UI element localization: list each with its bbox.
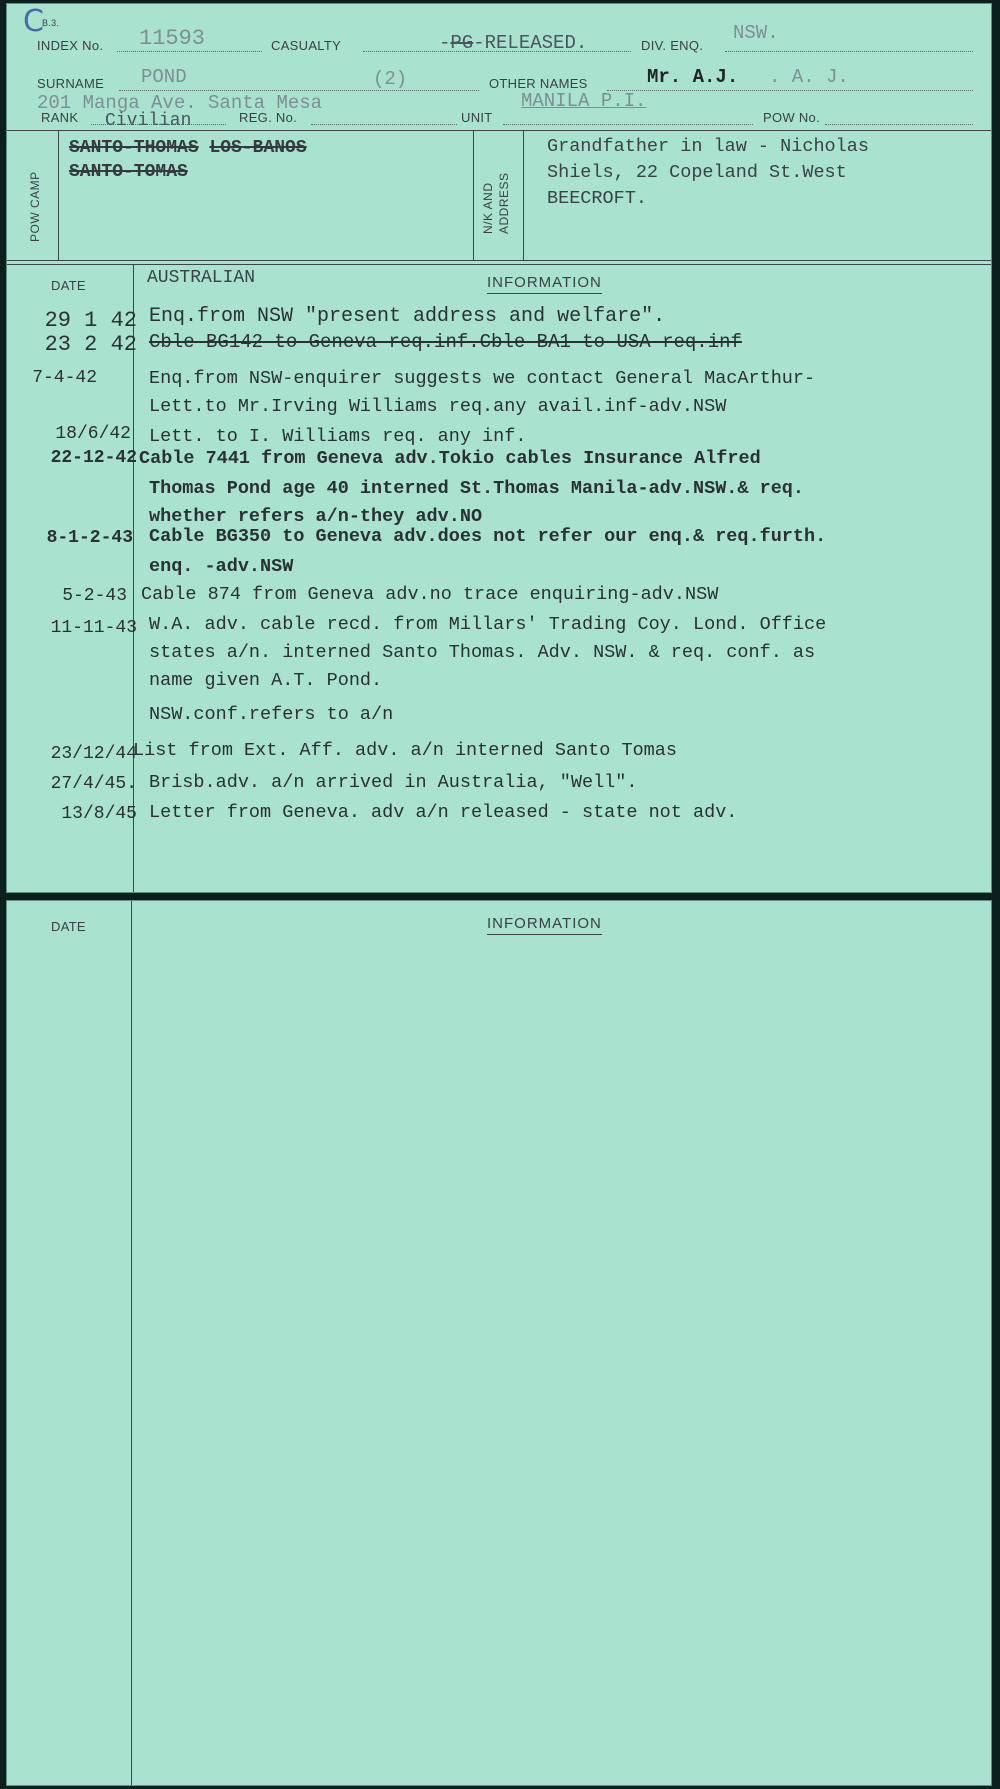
entry-line: Brisb.adv. a/n arrived in Australia, "Well". bbox=[149, 772, 638, 793]
entry-date: 29 1 42 bbox=[44, 308, 137, 333]
nk-divider-left bbox=[473, 130, 474, 260]
entry-line: W.A. adv. cable recd. from Millars' Trading Coy. Lond. Office bbox=[149, 614, 827, 635]
entry-date: 7-4-42 bbox=[32, 368, 97, 388]
pow-no-label: POW No. bbox=[763, 110, 820, 125]
surname-value: POND bbox=[141, 66, 187, 88]
pow-camp-value bbox=[69, 138, 307, 158]
entry-date: 18/6/42 bbox=[55, 424, 131, 444]
entry-line: states a/n. interned Santo Thomas. Adv. NSW. & req. conf. as bbox=[149, 642, 816, 663]
index-no-label: INDEX No. bbox=[37, 38, 104, 53]
other-names-faint: . A. J. bbox=[769, 66, 849, 88]
index-no-value: 11593 bbox=[139, 26, 206, 51]
rank-value: Civilian bbox=[105, 111, 192, 131]
entry-date: 22-12-42 bbox=[50, 448, 137, 468]
nk-address-line-3: BEECROFT. bbox=[547, 188, 647, 209]
info-prefix: AUSTRALIAN bbox=[147, 268, 256, 288]
divider-mid-1 bbox=[7, 260, 992, 261]
handwritten-mark: C bbox=[23, 4, 44, 39]
back-date-header: DATE bbox=[51, 919, 86, 934]
back-date-column-divider bbox=[131, 901, 132, 1786]
other-names-label: OTHER NAMES bbox=[489, 76, 588, 91]
entry-line: Enq.from NSW-enquirer suggests we contact General MacArthur- bbox=[149, 368, 816, 389]
entry-line: Cable BG350 to Geneva adv.does not refer our enq.& req.furth. bbox=[149, 526, 827, 547]
unit-label: UNIT bbox=[461, 110, 493, 125]
casualty-value: -PG-RELEASED. bbox=[439, 32, 588, 54]
entry-line: Thomas Pond age 40 interned St.Thomas Manila-adv.NSW.& req. bbox=[149, 478, 805, 499]
entry-date: 13/8/45 bbox=[61, 804, 137, 824]
rank-label: RANK bbox=[41, 110, 79, 125]
entry-line: enq. -adv.NSW bbox=[149, 556, 294, 577]
unit-line bbox=[503, 124, 753, 125]
nk-divider-right bbox=[523, 130, 524, 260]
div-enq-value: NSW. bbox=[733, 22, 779, 44]
nk-address-line-1: Grandfather in law - Nicholas bbox=[547, 136, 869, 157]
div-enq-line bbox=[725, 51, 973, 52]
reg-no-line bbox=[311, 124, 457, 125]
divider-top bbox=[7, 130, 992, 131]
entry-line: Letter from Geneva. adv a/n released - state not adv. bbox=[149, 802, 738, 823]
entry-line: Cable 874 from Geneva adv.no trace enquiring-adv.NSW bbox=[141, 584, 719, 605]
surname-line bbox=[119, 90, 479, 91]
reg-no-label: REG. No. bbox=[239, 110, 298, 125]
casualty-label: CASUALTY bbox=[271, 38, 342, 53]
record-card-front bbox=[6, 3, 992, 893]
other-names-line bbox=[607, 90, 973, 91]
entry-date: 11-11-43 bbox=[50, 618, 137, 638]
index-no-line bbox=[117, 51, 262, 52]
entry-date: 5-2-43 bbox=[62, 586, 127, 606]
entry-line: Cable 7441 from Geneva adv.Tokio cables Insurance Alfred bbox=[139, 448, 761, 469]
entry-line: List from Ext. Aff. adv. a/n interned Santo Tomas bbox=[133, 740, 677, 761]
other-names-value: Mr. A.J. bbox=[647, 66, 739, 88]
record-card-back bbox=[6, 900, 992, 1786]
stamp-code: B.3. bbox=[42, 18, 60, 28]
pow-camp-label: POW CAMP bbox=[28, 171, 42, 242]
entry-date: 8-1-2-43 bbox=[46, 528, 133, 548]
entry-line: Lett.to Mr.Irving Williams req.any avail.inf-adv.NSW bbox=[149, 396, 727, 417]
address-label: ADDRESS bbox=[497, 172, 511, 234]
information-header: INFORMATION bbox=[487, 274, 602, 294]
entry-line: whether refers a/n-they adv.NO bbox=[149, 506, 483, 527]
casualty-struck: PG bbox=[450, 32, 474, 54]
pow-no-line bbox=[825, 124, 973, 125]
pow-camp-santo-tomas: SANTO-TOMAS bbox=[69, 162, 188, 182]
entry-line: Cble BG142 to Geneva req.inf.Cble BA1 to USA req.inf bbox=[149, 331, 742, 353]
back-information-header: INFORMATION bbox=[487, 915, 602, 935]
entry-date: 23 2 42 bbox=[44, 332, 137, 357]
divider-mid-2 bbox=[7, 264, 992, 265]
pow-camp-santo-thomas: SANTO-THOMAS bbox=[69, 138, 199, 158]
nk-address-line-2: Shiels, 22 Copeland St.West bbox=[547, 162, 847, 183]
div-enq-label: DIV. ENQ. bbox=[641, 38, 704, 53]
pow-camp-los-banos: LOS-BANOS bbox=[209, 138, 307, 158]
entry-date: 23/12/44 bbox=[50, 744, 137, 764]
nk-address-value bbox=[547, 134, 869, 212]
address-line-value: 201 Manga Ave. Santa Mesa bbox=[37, 92, 323, 114]
entry-line: NSW.conf.refers to a/n bbox=[149, 704, 394, 725]
casualty-status: RELEASED. bbox=[484, 32, 588, 54]
entry-line: Lett. to I. Williams req. any inf. bbox=[149, 426, 527, 447]
nk-and-label: N/K AND bbox=[481, 182, 495, 234]
surname-label: SURNAME bbox=[37, 76, 105, 91]
entry-line: name given A.T. Pond. bbox=[149, 670, 383, 691]
date-header: DATE bbox=[51, 278, 86, 293]
entry-line: Enq.from NSW "present address and welfare". bbox=[149, 305, 666, 328]
surname-suffix: (2) bbox=[373, 68, 408, 90]
pow-camp-divider bbox=[58, 130, 59, 260]
entry-date: 27/4/45. bbox=[50, 774, 137, 794]
date-column-divider bbox=[133, 264, 134, 893]
unit-value: MANILA P.I. bbox=[521, 90, 647, 112]
